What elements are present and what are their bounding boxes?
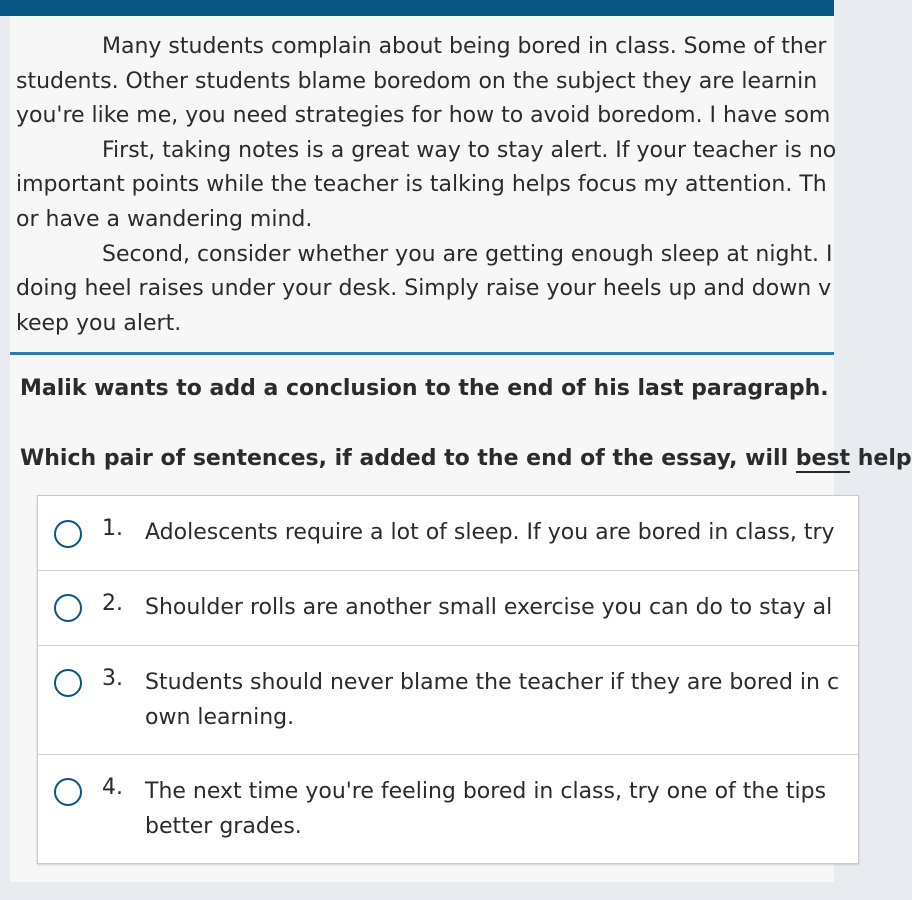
emphasis-word: best bbox=[795, 446, 851, 471]
option-text-line: Students should never blame the teacher if they are bored in c bbox=[145, 670, 840, 695]
option-text-line: better grades. bbox=[145, 813, 302, 839]
passage-line: important points while the teacher is talking helps focus my attention. Th bbox=[16, 172, 827, 198]
passage-line: Second, consider whether you are getting enough sleep at night. I bbox=[102, 241, 833, 267]
question-ask bbox=[20, 446, 912, 471]
answer-option-1[interactable] bbox=[38, 496, 858, 571]
answer-option-3[interactable] bbox=[38, 646, 858, 755]
option-text-line: Adolescents require a lot of sleep. If you are bored in class, try bbox=[145, 520, 835, 545]
option-text-line: Shoulder rolls are another small exercise you can do to stay al bbox=[145, 595, 833, 620]
question-ask-before: Which pair of sentences, if added to the end of the essay, will bbox=[20, 446, 796, 471]
option-text bbox=[145, 666, 865, 735]
answer-option-2[interactable] bbox=[38, 571, 858, 646]
option-text bbox=[145, 591, 865, 626]
option-text-line: The next time you're feeling bored in class, try one of the tips bbox=[145, 779, 827, 804]
option-number: 1. bbox=[102, 516, 123, 541]
radio-button-icon[interactable] bbox=[54, 778, 82, 806]
answer-option-4[interactable] bbox=[38, 755, 858, 863]
option-number: 3. bbox=[102, 666, 123, 691]
passage-line: students. Other students blame boredom on the subject they are learnin bbox=[16, 68, 818, 94]
essay-passage bbox=[10, 30, 837, 341]
answer-options bbox=[37, 495, 859, 864]
passage-line: keep you alert. bbox=[16, 310, 182, 336]
passage-line: you're like me, you need strategies for how to avoid boredom. I have som bbox=[16, 103, 831, 129]
passage-line: or have a wandering mind. bbox=[16, 206, 313, 232]
option-text bbox=[145, 775, 865, 844]
question-ask-after: help bbox=[850, 446, 912, 471]
option-text bbox=[145, 516, 865, 551]
radio-button-icon[interactable] bbox=[54, 669, 82, 697]
question-card bbox=[10, 16, 912, 882]
passage-line: doing heel raises under your desk. Simply raise your heels up and down v bbox=[16, 276, 832, 302]
passage-line: Many students complain about being bored in class. Some of ther bbox=[102, 34, 827, 59]
option-text-line: own learning. bbox=[145, 704, 295, 730]
radio-button-icon[interactable] bbox=[54, 520, 82, 548]
top-header-bar bbox=[0, 0, 834, 16]
question-prompt: Malik wants to add a conclusion to the end of his last paragraph. bbox=[20, 376, 829, 401]
passage-divider bbox=[10, 352, 834, 355]
option-number: 2. bbox=[102, 591, 123, 616]
radio-button-icon[interactable] bbox=[54, 594, 82, 622]
option-number: 4. bbox=[102, 775, 123, 800]
passage-line: First, taking notes is a great way to stay alert. If your teacher is no bbox=[102, 137, 837, 163]
